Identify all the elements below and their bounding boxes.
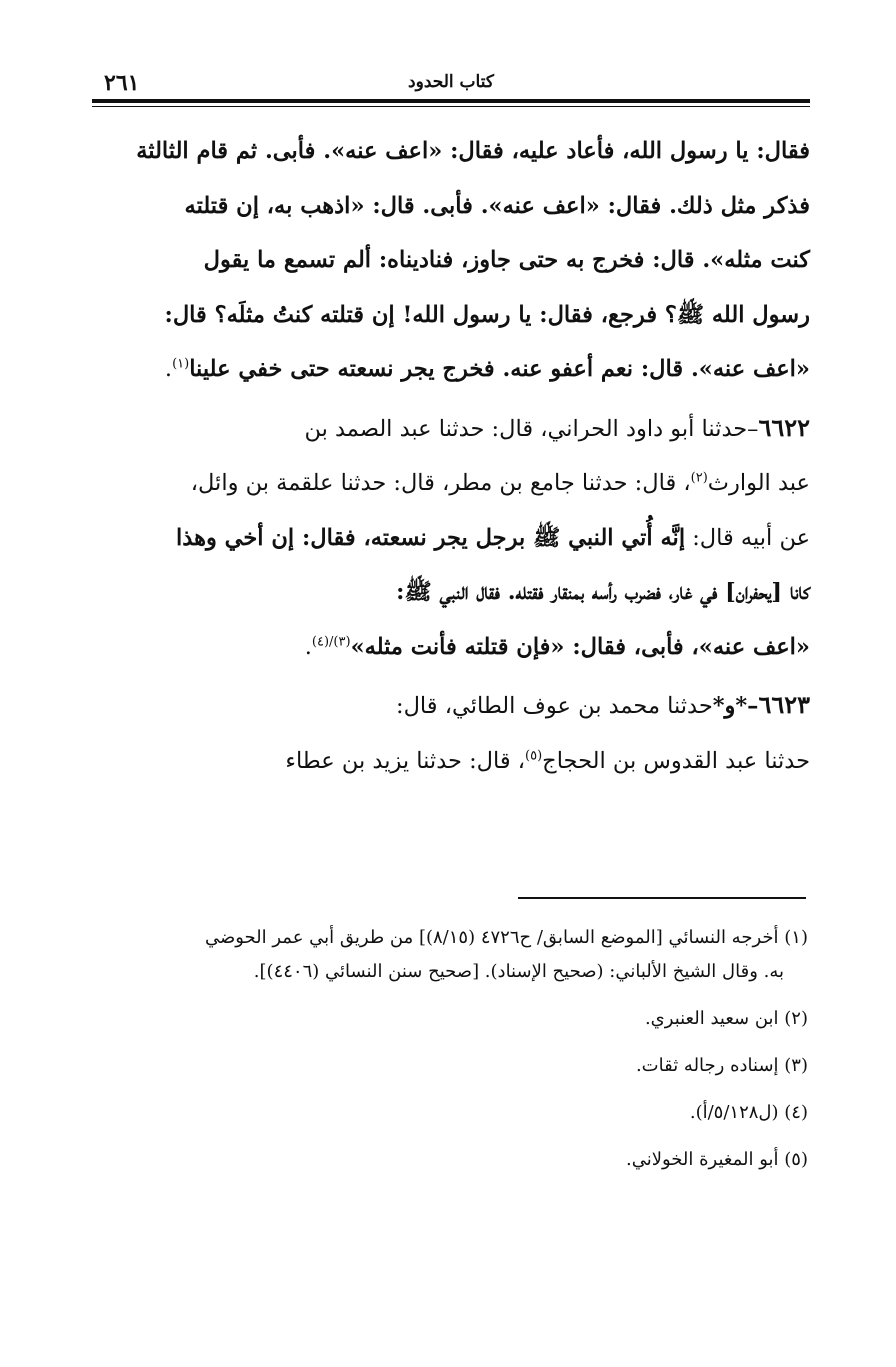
footnote-1 [98,918,808,992]
footnote-label: (٣) [784,1055,808,1076]
footnote-continuation: به. وقال الشيخ الألباني: (صحيح الإسناد). [صحيح سنن النسائي (٤٤٠٦)]. [253,961,784,982]
text-segment: «اعف عنه»، فأبى، فقال: «فإن قتلته فأنت مثله» [350,633,810,660]
footnote-label: (٢) [784,1008,808,1029]
footnote-label: (٤) [784,1102,808,1123]
text-segment: ، قال: حدثنا يزيد بن عطاء [285,747,526,774]
footnote-label: (٥) [784,1149,808,1170]
text-line: كانا [يحفران] في غار، فضرب رأسه بمنقار فقتله. فقال النبي ﷺ: [396,579,810,605]
hadith-number: ٦٦٢٣ [758,690,810,719]
footnote-text: إسناده رجاله ثقات. [635,1055,779,1076]
header-rule-thin [92,106,810,107]
text-line [98,511,810,566]
footnote-separator [518,897,806,899]
header-rule-thick [92,99,810,103]
punctuation: . [164,356,173,382]
text-line [98,620,810,675]
text-line [98,401,810,457]
text-line: فقال: يا رسول الله، فأعاد عليه، فقال: «اعف عنه». فأبى. ثم قام الثالثة [136,138,810,164]
text-segment: إنَّه أُتي النبي ﷺ برجل يجر نسعته، فقال: إن أخي وهذا [176,524,686,551]
footnote-text: (ل٥/١٢٨/أ). [689,1102,779,1123]
footnote-text: أبو المغيرة الخولاني. [626,1149,779,1170]
text-line [98,678,810,734]
hadith-number: ٦٦٢٢ [758,412,810,442]
text-segment: حدثنا محمد بن عوف الطائي، قال: [396,693,713,719]
text-line: رسول الله ﷺ؟ فرجع، فقال: يا رسول الله! إن قتلته كنتُ مثلَه؟ قال: [164,301,810,328]
text-line [98,456,810,511]
footnote-ref: (١) [172,356,190,372]
text-line [98,734,810,789]
footnote-ref: (٥) [525,748,543,763]
text-segment: –*و* [712,693,759,719]
text-line: كنت مثله». قال: فخرج به حتى جاوز، فناديناه: ألم تسمع ما يقول [203,247,810,273]
footnotes [98,918,808,1187]
footnote-label: (١) [784,927,808,948]
text-segment: عن أبيه قال: [685,524,810,551]
running-title: كتاب الحدود [408,72,494,92]
footnote-3 [98,1046,808,1086]
paragraph-continuation [98,124,810,397]
text-segment: –حدثنا أبو داود الحراني، قال: حدثنا عبد الصمد بن [304,415,759,442]
text-segment: عبد الوارث [707,470,810,496]
footnote-5 [98,1140,808,1180]
footnote-4 [98,1093,808,1133]
text-segment: حدثنا عبد القدوس بن الحجاج [542,747,810,774]
text-line [98,342,810,397]
text-line: فذكر مثل ذلك. فقال: «اعف عنه». فأبى. قال: «اذهب به، إن قتلته [184,192,810,219]
text-segment: ، قال: حدثنا جامع بن مطر، قال: حدثنا علقمة بن وائل، [190,470,691,496]
hadith-6623 [98,678,810,788]
main-text [98,124,810,788]
punctuation: . [304,633,312,660]
footnote-text: أخرجه النسائي [الموضع السابق/ ح٤٧٢٦ (٨/١٥)] من طريق أبي عمر الحوضي [204,927,779,948]
hadith-6622 [98,401,810,675]
page-number: ٢٦١ [104,70,140,96]
footnote-text: ابن سعيد العنبري. [644,1008,779,1029]
footnote-ref: (٢) [690,470,708,486]
page-header [92,70,810,98]
footnote-ref: (٣)/(٤) [311,634,351,649]
text-segment: «اعف عنه». قال: نعم أعفو عنه. فخرج يجر نسعته حتى خفي علينا [189,356,810,382]
footnote-2 [98,999,808,1039]
